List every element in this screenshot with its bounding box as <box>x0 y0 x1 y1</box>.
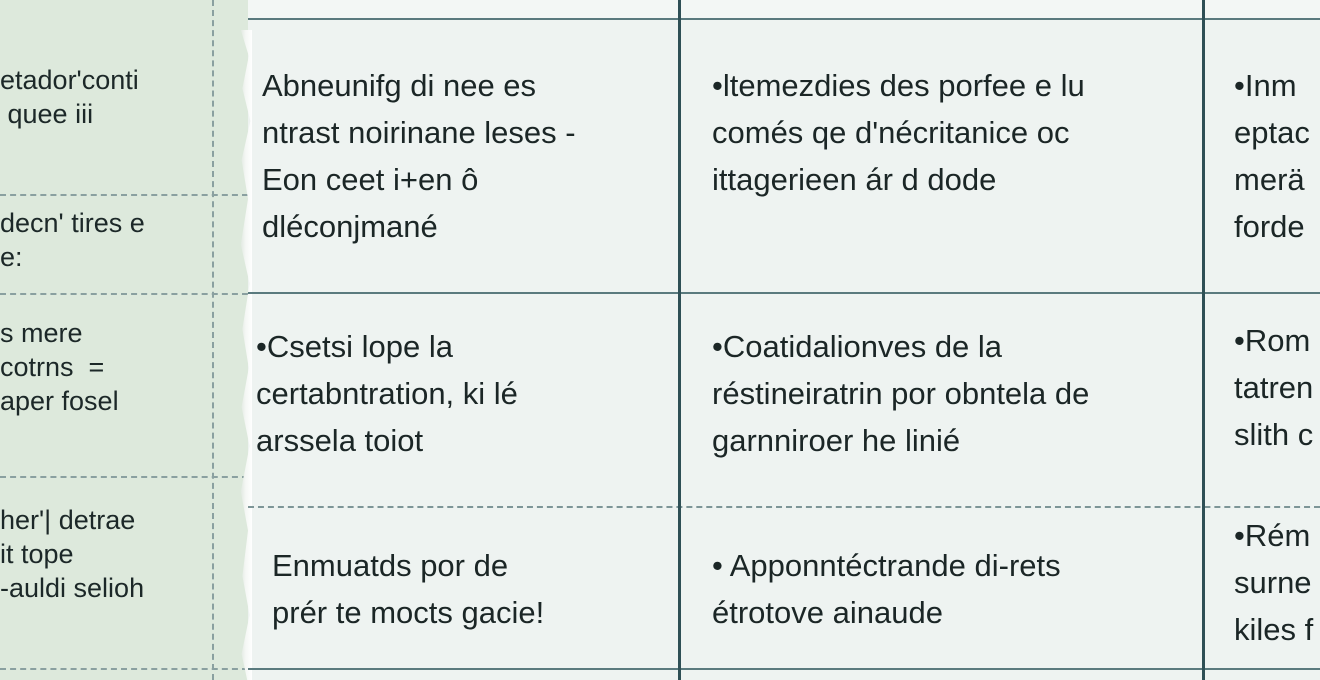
left-label-column <box>0 0 248 680</box>
row-divider-dashed <box>0 293 248 295</box>
cell-text-line: étrotove ainaude <box>712 595 943 630</box>
cell-text-line: forde <box>1234 209 1305 244</box>
cell-text-line: •ltemezdies des porfee e lu <box>712 68 1085 103</box>
cell-text-line: prér te mocts gacie! <box>272 595 545 630</box>
table-column-border <box>678 0 681 680</box>
cell-text-line: surne <box>1234 565 1312 600</box>
table-row-border <box>248 18 1320 20</box>
cell-text-line: ittagerieen ár d dode <box>712 162 997 197</box>
table-cell-r1-c1 <box>262 62 672 250</box>
cell-text-line: • Apponntéctrande di-rets <box>712 548 1061 583</box>
table-cell-r2-c2 <box>712 323 1196 464</box>
cell-text-line: Abneunifg di nee es <box>262 68 537 103</box>
cell-text-line: kiles f <box>1234 612 1314 647</box>
table-cell-r3-c3 <box>1234 512 1320 653</box>
row-divider-dashed <box>0 194 248 196</box>
cell-text-line: comés qe d'nécritanice oc <box>712 115 1070 150</box>
table-column-border <box>1202 0 1205 680</box>
table-row-border <box>248 668 1320 670</box>
cell-text-line: arssela toiot <box>256 423 424 458</box>
cell-text-line: •Inm <box>1234 68 1297 103</box>
table-cell-r1-c2 <box>712 62 1196 203</box>
cell-text-line: réstineiratrin por obntela de <box>712 376 1090 411</box>
left-label-2: decn' tires e e: <box>0 208 145 272</box>
left-label-1: etador'conti quee iii <box>0 65 139 129</box>
cell-text-line: ntrast noirinane leses - <box>262 115 576 150</box>
cell-text-line: tatren <box>1234 370 1314 405</box>
left-label-4: her'| detrae it tope -auldi selioh <box>0 505 145 603</box>
cell-text-line: •Csetsi lope la <box>256 329 453 364</box>
row-divider-dashed <box>0 668 248 670</box>
cell-text-line: slith c <box>1234 417 1314 452</box>
left-label-3: s mere cotrns = aper fosel <box>0 318 119 416</box>
cell-text-line: Eon ceet i+en ô <box>262 162 479 197</box>
cell-text-line: Enmuatds por de <box>272 548 509 583</box>
table-cell-r2-c1 <box>256 323 672 464</box>
table-cell-r3-c2 <box>712 542 1196 636</box>
table-cell-r1-c3 <box>1234 62 1320 250</box>
cell-text-line: merä <box>1234 162 1305 197</box>
table-row-border-dashed <box>248 506 1320 508</box>
cell-text-line: •Rém <box>1234 518 1311 553</box>
cell-text-line: •Rom <box>1234 323 1311 358</box>
cell-text-line: eptac <box>1234 115 1310 150</box>
cell-text-line: dléconjmané <box>262 209 438 244</box>
table-cell-r2-c3 <box>1234 317 1320 458</box>
table-header-band <box>248 0 1320 20</box>
table-cell-r3-c1 <box>272 542 672 636</box>
row-divider-dashed <box>0 476 248 478</box>
table-row-border <box>248 292 1320 294</box>
cell-text-line: •Coatidalionves de la <box>712 329 1003 364</box>
cell-text-line: garnniroer he linié <box>712 423 961 458</box>
cell-text-line: certabntration, ki lé <box>256 376 518 411</box>
column-divider-dashed <box>212 0 214 680</box>
